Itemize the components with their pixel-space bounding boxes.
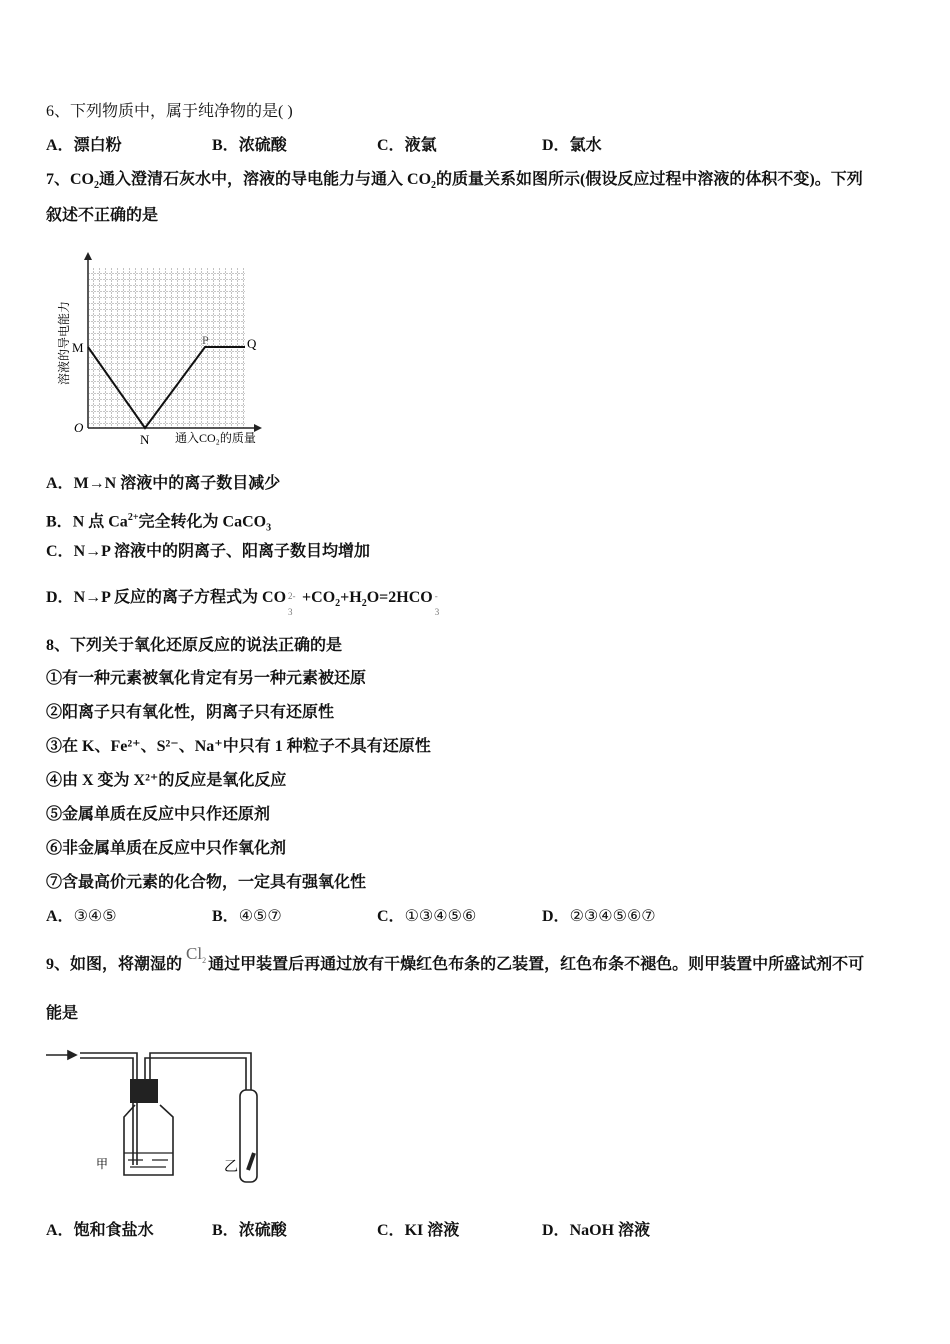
q8-option-a: A．③④⑤ (46, 908, 117, 925)
q8-option-b: B．④⑤⑦ (212, 908, 282, 925)
q7-option-c: C．N→P 溶液中的阴离子、阳离子数目均增加 (46, 543, 371, 560)
q8-statement-3: ③在 K、Fe²⁺、S²⁻、Na⁺中只有 1 种粒子不具有还原性 (46, 738, 431, 755)
inlet-tube (80, 1053, 137, 1165)
q7-stem: 7、$CO_2$通入澄清石灰水中，溶液的导电能力与通入 $CO_2$的质量关系如图所示(假设反应过程中溶液的体积不变)。下列 (46, 171, 863, 192)
q6-option-c: C．液氯 (377, 137, 437, 154)
q9-option-c: C．KI 溶液 (377, 1222, 460, 1239)
q7-option-d: D．N→P 反应的离子方程式为 CO 2- 3 $+CO_2+H_2O=2HCO$ - 3 (46, 589, 440, 617)
outlet-tube (145, 1053, 251, 1090)
q8-statement-4: ④由 X 变为 X²⁺的反应是氧化反应 (46, 772, 287, 789)
x-axis-label: 通入CO₂的质量 (175, 431, 256, 445)
red-cloth-strip (248, 1153, 254, 1170)
q8-option-c: C．①③④⑤⑥ (377, 908, 477, 925)
q6-option-b: B．浓硫酸 (212, 137, 287, 154)
q6-option-d: D．氯水 (542, 137, 602, 154)
y-axis-label: 溶液的导电能力 (57, 300, 71, 385)
y-axis-arrow-icon (84, 252, 92, 260)
stopper (130, 1079, 158, 1103)
gas-bottle-jia (124, 1105, 173, 1175)
liquid-level (124, 1153, 173, 1167)
q8-statement-6: ⑥非金属单质在反应中只作氧化剂 (46, 840, 287, 857)
q9-stem: 9、如图，将潮湿的Cl$^2$ 通过甲装置后再通过放有干燥红色布条的乙装置，红色布条不褪色。则甲装置中所盛试剂不可 (46, 944, 865, 973)
apparatus-diagram (40, 1035, 300, 1190)
q8-stem: 8、下列关于氧化还原反应的说法正确的是 (46, 637, 343, 654)
q8-option-d: D．②③④⑤⑥⑦ (542, 908, 656, 925)
q8-statement-2: ②阳离子只有氧化性，阴离子只有还原性 (46, 704, 335, 721)
q7-option-a: A．M→N 溶液中的离子数目减少 (46, 475, 281, 492)
label-yi: 乙 (224, 1160, 238, 1175)
point-n-label: N (140, 432, 150, 447)
q6-stem: 6、下列物质中，属于纯净物的是( ) (46, 103, 293, 120)
point-q-label: Q (247, 336, 257, 351)
q8-statement-7: ⑦含最高价元素的化合物，一定具有强氧化性 (46, 874, 367, 891)
q7-stem-cont: 叙述不正确的是 (46, 207, 159, 224)
q8-statement-5: ⑤金属单质在反应中只作还原剂 (46, 806, 271, 823)
q9-option-b: B．浓硫酸 (212, 1222, 287, 1239)
q9-option-d: D．NaOH 溶液 (542, 1222, 651, 1239)
label-jia: 甲 (96, 1157, 109, 1171)
point-p-label: P (202, 333, 209, 347)
conductivity-graph (40, 250, 280, 450)
point-m-label: M (72, 340, 84, 355)
q6-option-a: A．漂白粉 (46, 137, 122, 154)
q7-option-b: B．N 点 $Ca^{2+}$完全转化为 CaCO$_3$ (46, 512, 272, 534)
origin-label: O (74, 420, 84, 435)
q9-stem-cont: 能是 (46, 1005, 79, 1022)
arrow-head-icon (68, 1051, 76, 1059)
q8-statement-1: ①有一种元素被氧化肯定有另一种元素被还原 (46, 670, 367, 687)
q9-option-a: A．饱和食盐水 (46, 1222, 154, 1239)
